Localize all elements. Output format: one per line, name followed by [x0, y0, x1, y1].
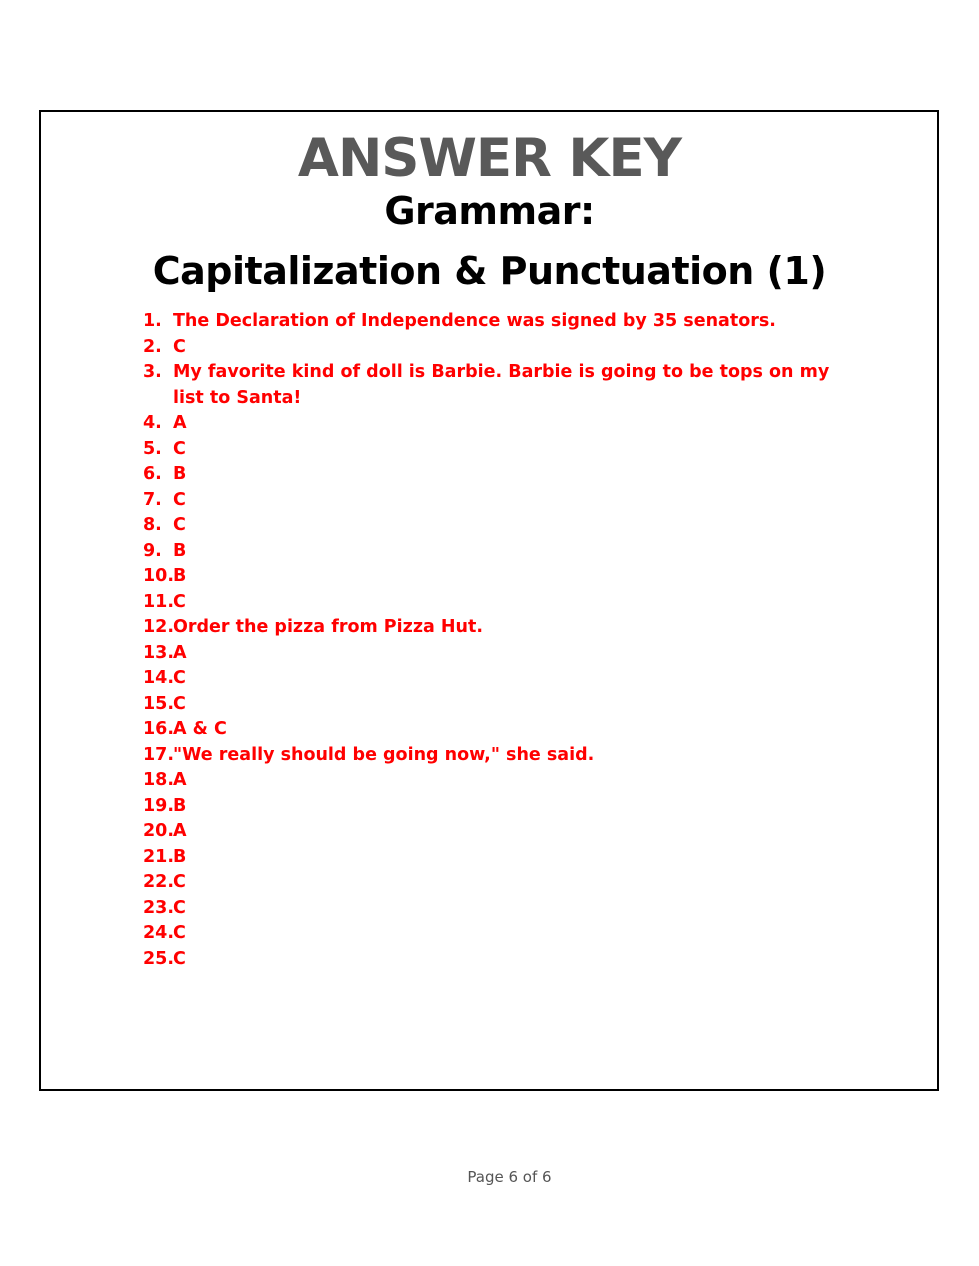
answer-item	[143, 564, 843, 590]
answer-text: B	[173, 566, 187, 586]
answer-number: 21.	[143, 846, 175, 867]
answer-item	[143, 539, 843, 565]
answer-text: C	[173, 489, 186, 510]
answer-text: C	[173, 923, 186, 943]
answer-item	[143, 717, 843, 743]
answer-text: C	[173, 948, 186, 969]
answer-item	[143, 768, 843, 794]
answer-text: B	[173, 795, 187, 816]
answer-number: 19.	[143, 795, 175, 816]
answer-number: 18.	[143, 770, 175, 790]
answer-text: C	[173, 668, 186, 688]
answer-item	[143, 947, 843, 973]
answer-list	[143, 309, 843, 972]
answer-number: 25.	[143, 948, 175, 969]
answer-item	[143, 513, 843, 539]
answer-item	[143, 921, 843, 947]
answer-item	[143, 896, 843, 922]
answer-text: A	[173, 413, 187, 433]
answer-text: A	[173, 642, 187, 663]
subtitle-grammar: Grammar:	[384, 189, 595, 233]
answer-number: 11.	[143, 591, 175, 612]
answer-number: 2.	[143, 336, 162, 357]
answer-item	[143, 615, 843, 641]
answer-text: C	[173, 336, 186, 357]
answer-text: C	[173, 897, 186, 918]
answer-item	[143, 462, 843, 488]
page-title: ANSWER KEY	[297, 128, 682, 189]
answer-number: 4.	[143, 413, 162, 433]
answer-number: 15.	[143, 693, 175, 714]
answer-number: 8.	[143, 515, 162, 535]
answer-number: 16.	[143, 719, 175, 739]
answer-text: B	[173, 464, 187, 484]
answer-item	[143, 309, 843, 335]
answer-number: 7.	[143, 489, 162, 510]
answer-number: 23.	[143, 897, 175, 918]
answer-number: 1.	[143, 311, 162, 331]
answer-number: 22.	[143, 872, 175, 892]
answer-text: C	[173, 591, 186, 612]
answer-item	[143, 411, 843, 437]
answer-item	[143, 641, 843, 667]
answer-text: B	[173, 846, 187, 867]
answer-item	[143, 870, 843, 896]
answer-item	[143, 743, 843, 769]
answer-item	[143, 488, 843, 514]
answer-text: My favorite kind of doll is Barbie. Barbie is going to be tops on my list to Santa!	[173, 362, 830, 408]
answer-text: A & C	[173, 719, 227, 739]
answer-number: 13.	[143, 642, 175, 663]
answer-item	[143, 794, 843, 820]
answer-text: C	[173, 693, 186, 714]
answer-number: 20.	[143, 821, 175, 841]
answer-text: B	[173, 540, 187, 561]
answer-text: The Declaration of Independence was signed by 35 senators.	[173, 311, 776, 331]
answer-text: C	[173, 872, 186, 892]
answer-item	[143, 437, 843, 463]
answer-number: 10.	[143, 566, 175, 586]
answer-item	[143, 692, 843, 718]
answer-text: A	[173, 770, 187, 790]
answer-text: Order the pizza from Pizza Hut.	[173, 617, 484, 637]
answer-number: 5.	[143, 438, 162, 459]
answer-text: C	[173, 515, 186, 535]
answer-number: 14.	[143, 668, 175, 688]
page-number: Page 6 of 6	[467, 1168, 552, 1186]
answer-number: 3.	[143, 362, 162, 382]
answer-text: C	[173, 438, 186, 459]
answer-number: 17.	[143, 744, 175, 765]
answer-number: 6.	[143, 464, 162, 484]
answer-number: 12.	[143, 617, 175, 637]
answer-text: A	[173, 821, 187, 841]
answer-item	[143, 845, 843, 871]
answer-item	[143, 360, 843, 411]
answer-number: 24.	[143, 923, 175, 943]
answer-item	[143, 590, 843, 616]
subtitle-topic: Capitalization & Punctuation (1)	[152, 249, 827, 293]
answer-item	[143, 335, 843, 361]
answer-number: 9.	[143, 540, 162, 561]
answer-item	[143, 666, 843, 692]
answer-item	[143, 819, 843, 845]
answer-text: "We really should be going now," she said.	[173, 744, 595, 765]
